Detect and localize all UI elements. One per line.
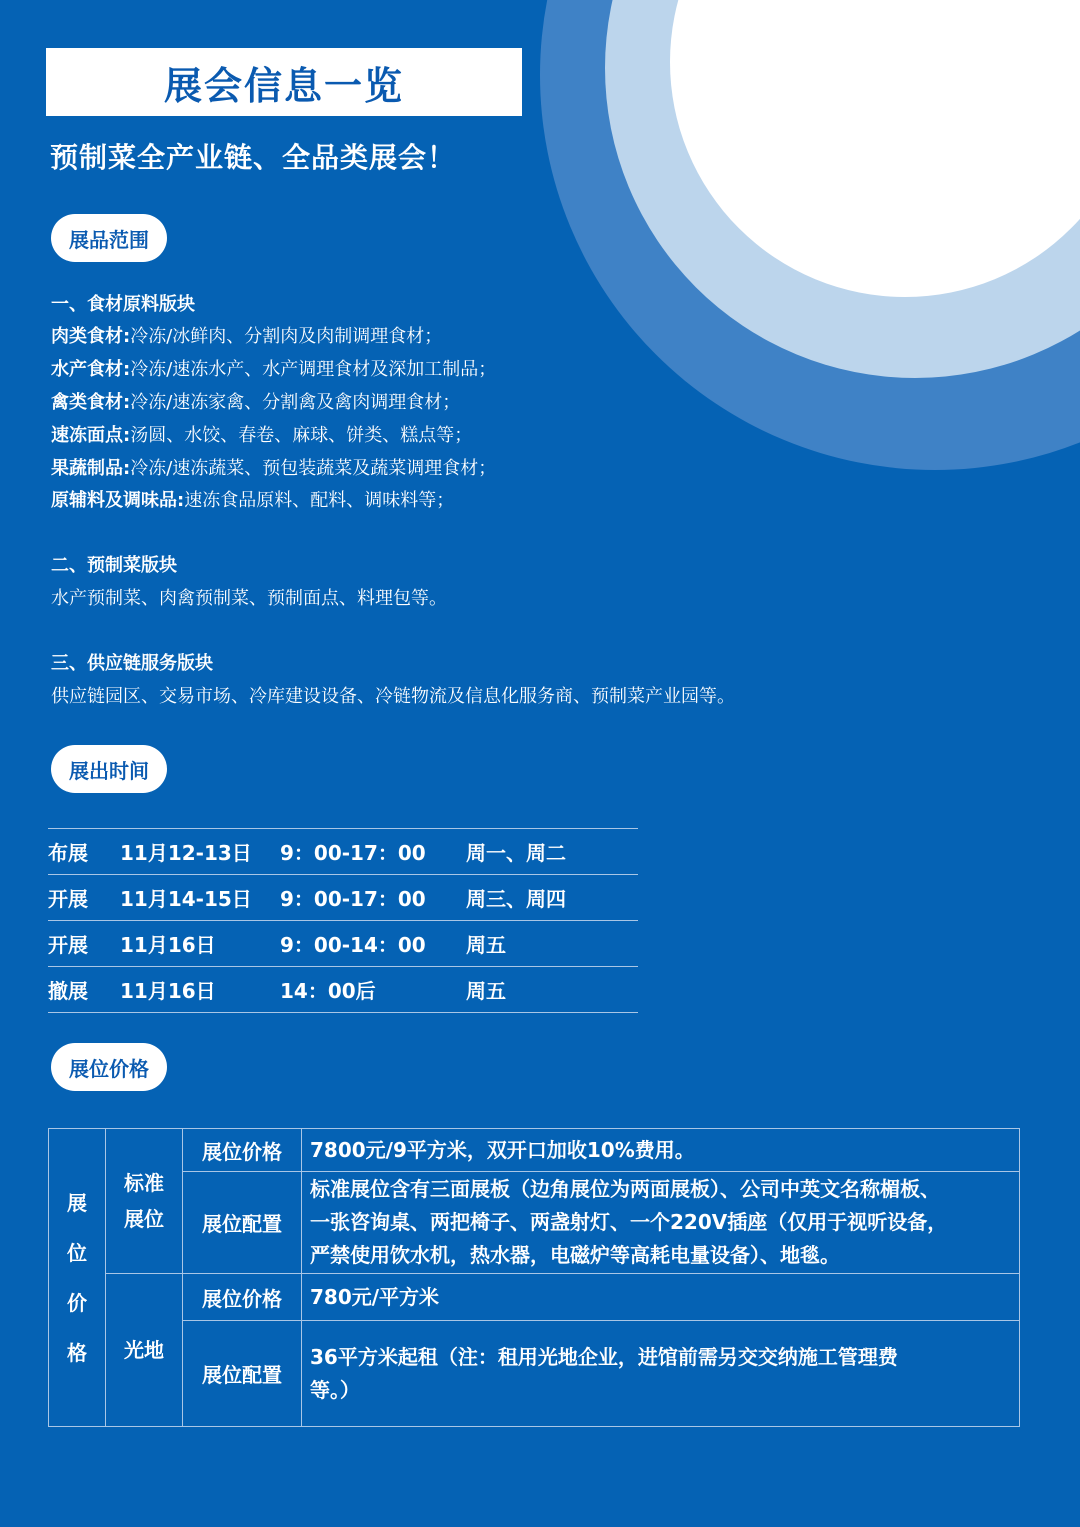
standard-price-value: 7800元/9平方米，双开口加收10%费用。: [302, 1129, 1020, 1172]
section-pill-scope: 展品范围: [51, 214, 167, 262]
block2-title: 二、预制菜版块: [51, 555, 177, 576]
price-main-label: 展 位 价 格: [49, 1129, 106, 1427]
section-pill-price: 展位价格: [51, 1043, 167, 1091]
standard-config-value: 标准展位含有三面展板（边角展位为两面展板）、公司中英文名称楣板、 一张咨询桌、两把椅子、两盏射灯、一个220V插座（仅用于视听设备， 严禁使用饮水机，热水器，电磁炉等高耗电量设备）、地毯。: [302, 1172, 1020, 1274]
list-item: 原辅料及调味品:速冻食品原料、配料、调味料等；: [51, 490, 455, 511]
block2-text: 水产预制菜、肉禽预制菜、预制面点、料理包等。: [51, 588, 447, 609]
raw-price-value: 780元/平方米: [302, 1274, 1020, 1321]
table-row: [49, 1274, 1020, 1321]
price-table: [48, 1128, 1020, 1427]
table-row: 开展 11月14-15日 9：00-17：00 周三、周四: [48, 875, 638, 921]
section-pill-time: 展出时间: [51, 745, 167, 793]
list-item: 果蔬制品:冷冻/速冻蔬菜、预包装蔬菜及蔬菜调理食材；: [51, 458, 497, 479]
table-row: 撤展 11月16日 14：00后 周五: [48, 967, 638, 1013]
page-subtitle: 预制菜全产业链、全品类展会！: [50, 141, 457, 174]
standard-booth-label: 标准 展位: [106, 1129, 183, 1274]
table-row: [49, 1129, 1020, 1172]
table-row: [49, 1321, 1020, 1427]
block1-title: 一、食材原料版块: [51, 294, 195, 315]
raw-price-label: 展位价格: [183, 1274, 302, 1321]
block3-text: 供应链园区、交易市场、冷库建设设备、冷链物流及信息化服务商、预制菜产业园等。: [51, 686, 735, 707]
table-row: 布展 11月12-13日 9：00-17：00 周一、周二: [48, 829, 638, 875]
standard-price-label: 展位价格: [183, 1129, 302, 1172]
raw-config-value: 36平方米起租（注：租用光地企业，进馆前需另交交纳施工管理费 等。）: [302, 1321, 1020, 1427]
standard-config-label: 展位配置: [183, 1172, 302, 1274]
table-row: [49, 1172, 1020, 1274]
list-item: 肉类食材:冷冻/冰鲜肉、分割肉及肉制调理食材；: [51, 326, 443, 347]
list-item: 水产食材:冷冻/速冻水产、水产调理食材及深加工制品；: [51, 359, 497, 380]
list-item: 速冻面点:汤圆、水饺、春卷、麻球、饼类、糕点等；: [51, 425, 473, 446]
table-row: 开展 11月16日 9：00-14：00 周五: [48, 921, 638, 967]
raw-config-label: 展位配置: [183, 1321, 302, 1427]
block3-title: 三、供应链服务版块: [51, 653, 213, 674]
schedule-table: [48, 828, 638, 1013]
page-title: 展会信息一览: [46, 48, 522, 116]
raw-space-label: 光地: [106, 1274, 183, 1427]
list-item: 禽类食材:冷冻/速冻家禽、分割禽及禽肉调理食材；: [51, 392, 461, 413]
